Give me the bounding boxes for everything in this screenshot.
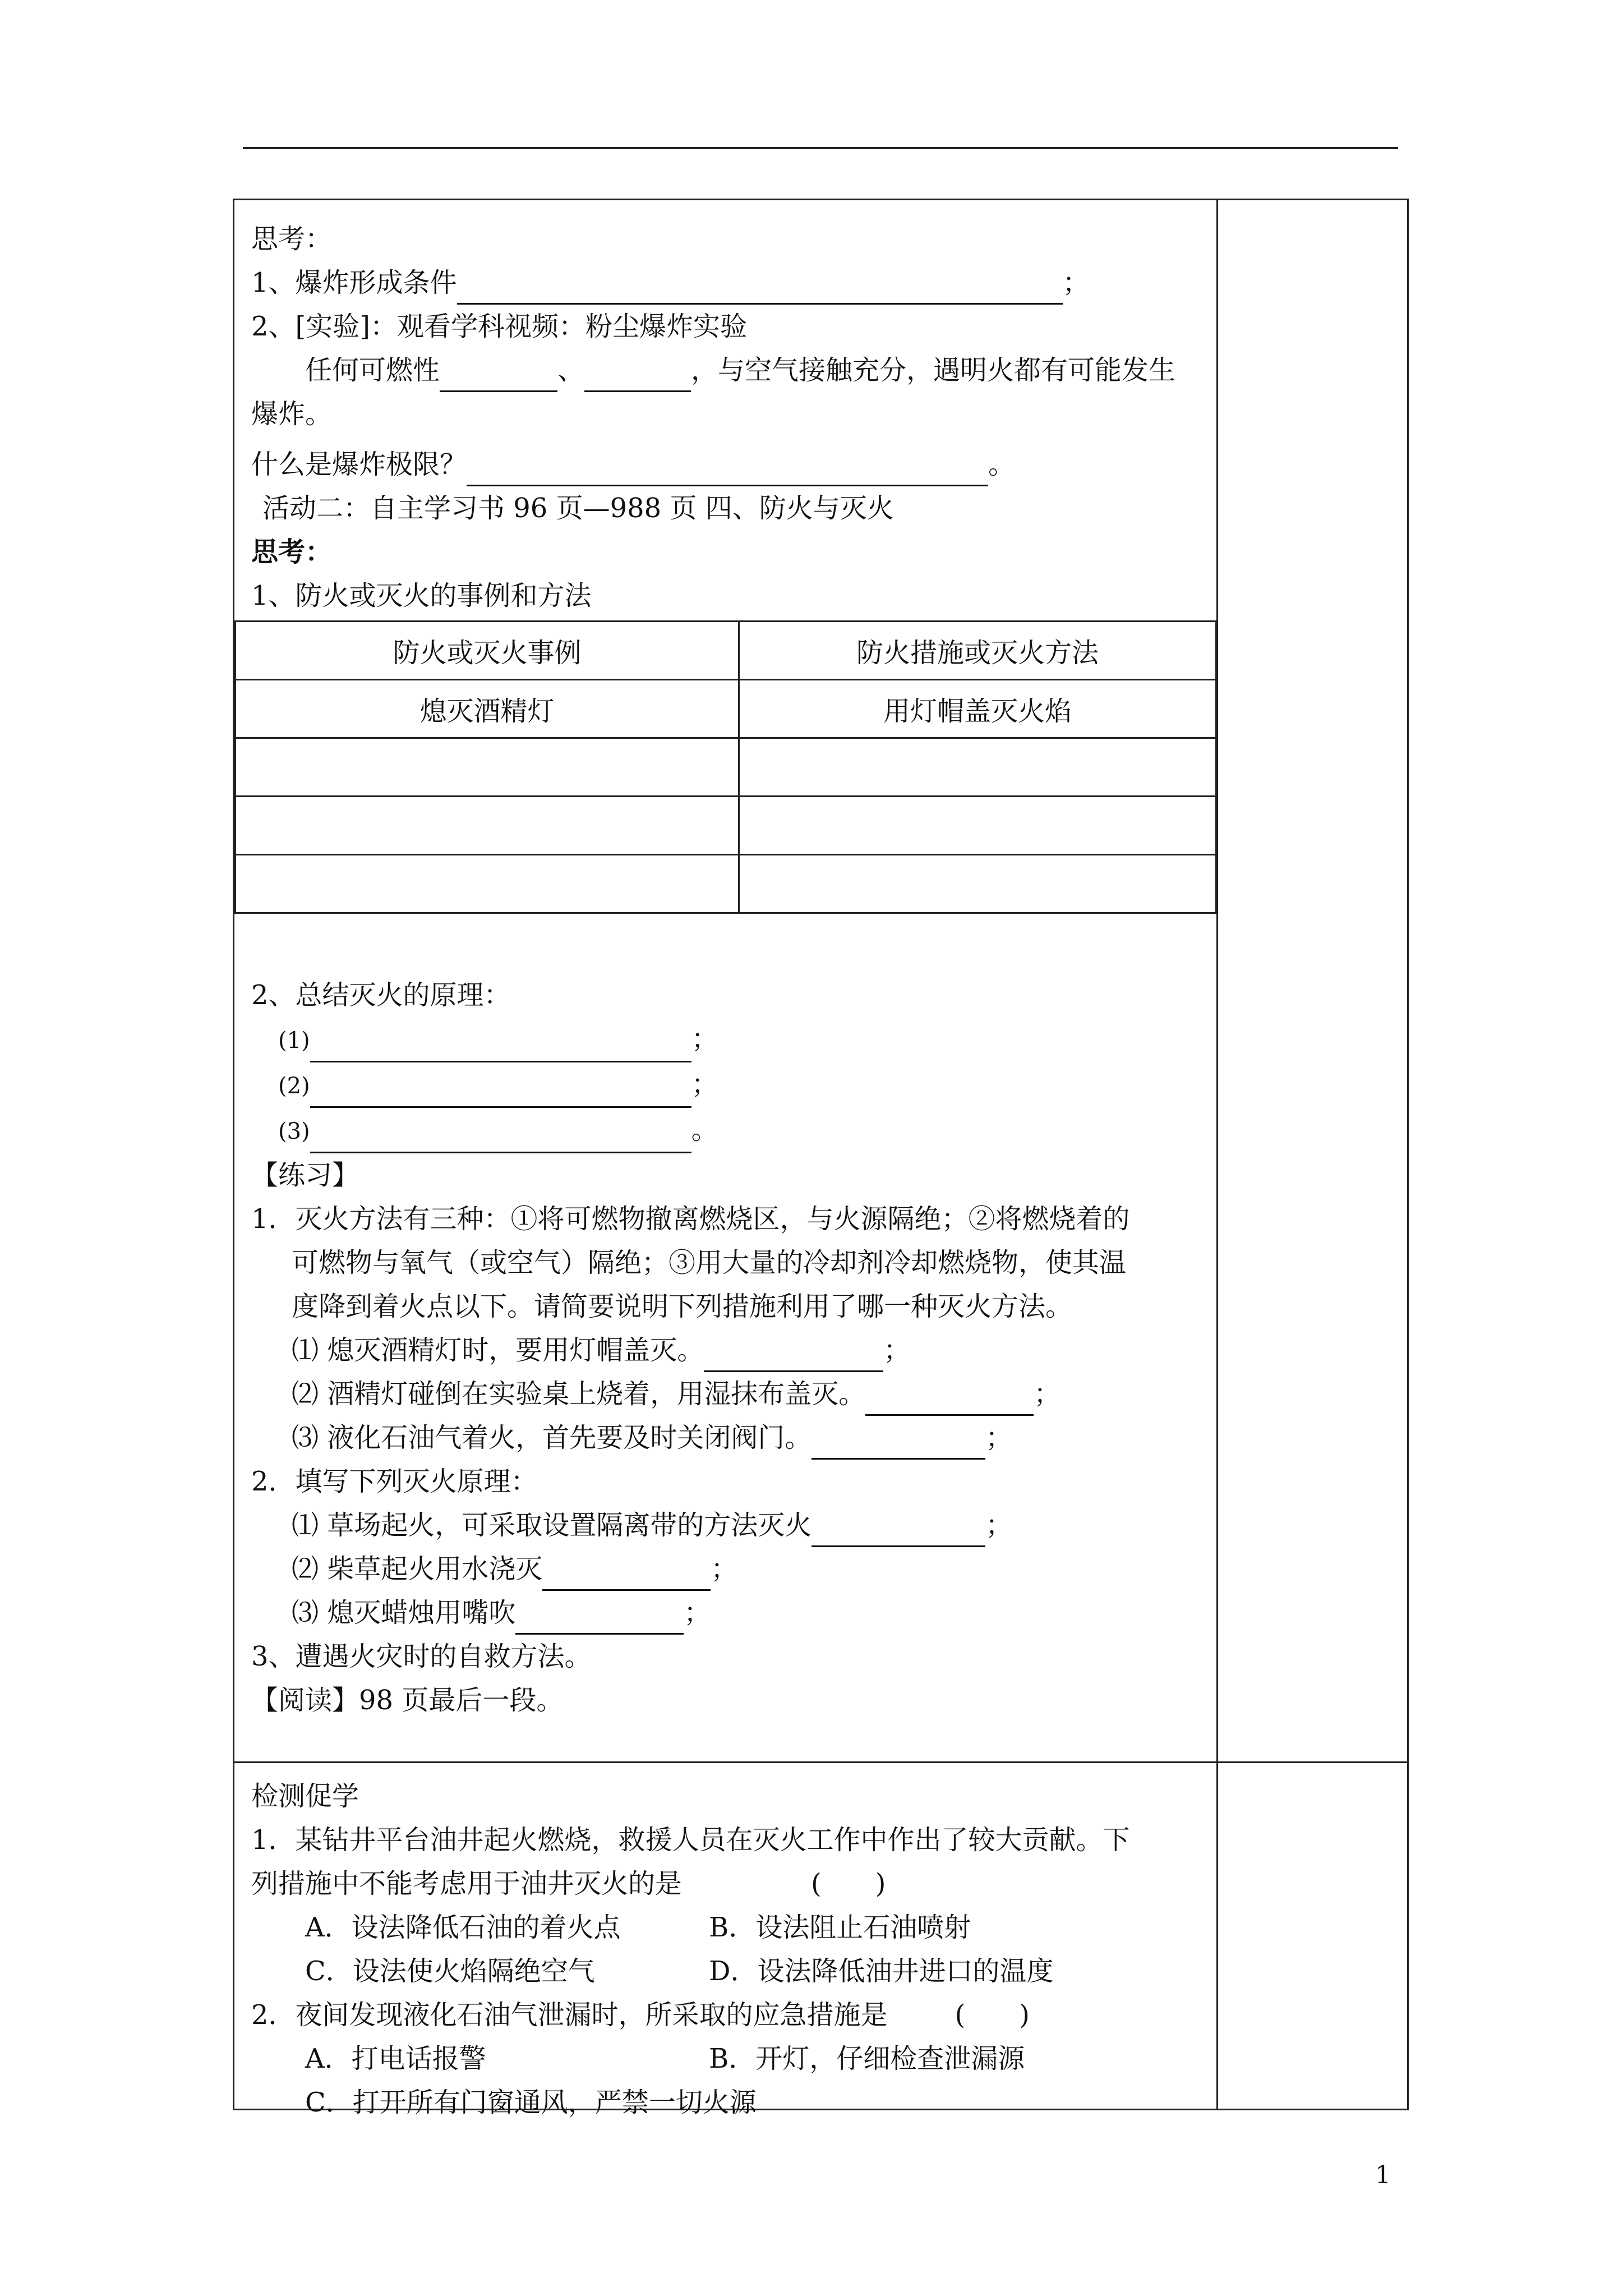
practice-item-1-b: 可燃物与氧气（或空气）隔绝；③用大量的冷却剂冷却燃烧物，使其温	[292, 1247, 1127, 1278]
principle-blank-3[interactable]	[310, 1122, 691, 1153]
header-rule	[243, 147, 1398, 149]
principle-line-2	[251, 1062, 1205, 1108]
think-title-1: 思考：	[251, 223, 333, 255]
practice-fill-blank-2[interactable]	[542, 1560, 711, 1591]
principle-question: 2、总结灭火的原理：	[251, 979, 511, 1011]
page-number: 1	[1375, 2161, 1391, 2189]
table-row	[236, 797, 1216, 855]
punct: 、	[557, 355, 585, 386]
explosion-conditions-blank[interactable]	[457, 274, 1063, 305]
option-d[interactable]: D．设法降低油井进口的温度	[709, 1955, 1054, 1987]
principle-line-1	[251, 1017, 1205, 1062]
table-cell[interactable]	[236, 797, 739, 855]
table-header: 防火或灭火事例	[236, 622, 739, 680]
punct: ；	[1062, 267, 1090, 298]
table-cell[interactable]	[739, 855, 1216, 913]
practice-sub-text: ⑴ 熄灭酒精灯时，要用灯帽盖灭。	[292, 1335, 704, 1366]
punct: ；	[691, 1069, 718, 1100]
practice-fill-text: ⑵ 柴草起火用水浇灭	[292, 1553, 543, 1585]
test-q2-text: 2．夜间发现液化石油气泄漏时，所采取的应急措施是	[251, 1999, 888, 2031]
explosion-limit-blank[interactable]	[467, 455, 988, 486]
worksheet-table	[233, 199, 1409, 2118]
combustible-blank-2[interactable]	[584, 361, 691, 392]
practice-fill-blank-1[interactable]	[811, 1516, 985, 1547]
explosion-limit-line	[251, 443, 1205, 486]
practice-fill-2	[251, 1547, 1205, 1591]
explosion-conditions-line	[251, 261, 1205, 305]
punct: ；	[883, 1335, 911, 1366]
option-a[interactable]: A．打电话报警	[305, 2043, 486, 2074]
table-row	[236, 680, 1216, 738]
practice-sub-text: ⑶ 液化石油气着火，首先要及时关闭阀门。	[292, 1422, 812, 1453]
table-cell: 用灯帽盖灭火焰	[739, 680, 1216, 738]
explosion-conditions-label: 1、爆炸形成条件	[251, 267, 457, 298]
table-row	[236, 855, 1216, 913]
table-cell[interactable]	[739, 738, 1216, 797]
test-q1-options-ab	[251, 1906, 1205, 1949]
punct: ；	[1034, 1378, 1061, 1410]
option-b[interactable]: B．设法阻止石油喷射	[709, 1912, 971, 1943]
table-header-row	[236, 622, 1216, 680]
fire-table-wrap	[251, 618, 1205, 973]
option-c[interactable]: C．设法使火焰隔绝空气	[305, 1955, 595, 1987]
punct: 。	[691, 1114, 718, 1145]
practice-item-1-a: 1．灭火方法有三种：①将可燃物撤离燃烧区，与火源隔绝；②将燃烧着的	[251, 1203, 1130, 1235]
punct: ；	[985, 1510, 1013, 1541]
principle-line-3	[251, 1108, 1205, 1153]
practice-title: 【练习】	[251, 1159, 359, 1191]
practice-item-1-c: 度降到着火点以下。请简要说明下列措施利用了哪一种灭火方法。	[292, 1291, 1073, 1322]
section-test	[251, 1774, 1205, 2124]
fire-examples-question: 1、防火或灭火的事例和方法	[251, 580, 592, 611]
column-divider	[1216, 200, 1218, 2109]
table-cell[interactable]	[236, 738, 739, 797]
practice-sub-3	[251, 1416, 1205, 1460]
practice-sub-2	[251, 1372, 1205, 1416]
practice-blank-1[interactable]	[704, 1341, 883, 1372]
practice-fill-text: ⑶ 熄灭蜡烛用嘴吹	[292, 1597, 516, 1628]
principle-num: (2)	[278, 1073, 310, 1099]
explosion-limit-label: 什么是爆炸极限？	[251, 449, 467, 480]
practice-item-3: 3、遭遇火灾时的自救方法。	[251, 1641, 592, 1672]
table-cell[interactable]	[236, 855, 739, 913]
practice-fill-3	[251, 1591, 1205, 1635]
fire-table	[234, 620, 1217, 914]
experiment-line: 2、[实验]：观看学科视频：粉尘爆炸实验	[251, 311, 747, 342]
test-q1-options-cd	[251, 1949, 1205, 1993]
test-title: 检测促学	[251, 1780, 359, 1812]
option-b[interactable]: B．开灯，仔细检查泄漏源	[709, 2043, 1025, 2074]
punct: ；	[691, 1023, 718, 1055]
think-title-2: 思考：	[251, 536, 333, 568]
principle-num: (3)	[278, 1119, 310, 1144]
practice-fill-text: ⑴ 草场起火，可采取设置隔离带的方法灭火	[292, 1510, 812, 1541]
test-q2	[251, 1993, 1205, 2037]
test-q1-b	[251, 1862, 1205, 1906]
combustible-line	[251, 348, 1205, 392]
test-q1-a: 1．某钻井平台油井起火燃烧，救援人员在灭火工作中作出了较大贡献。下	[251, 1824, 1130, 1856]
practice-fill-blank-3[interactable]	[515, 1604, 684, 1635]
table-cell: 熄灭酒精灯	[236, 680, 739, 738]
table-row	[236, 738, 1216, 797]
principle-blank-1[interactable]	[310, 1032, 691, 1062]
test-q2-option-c[interactable]: C．打开所有门窗通风，严禁一切火源	[305, 2087, 757, 2118]
test-q1-text: 列措施中不能考虑用于油井灭火的是	[251, 1868, 683, 1899]
practice-item-2: 2．填写下列灭火原理：	[251, 1466, 538, 1497]
practice-sub-1	[251, 1328, 1205, 1372]
principle-blank-2[interactable]	[310, 1077, 691, 1108]
option-a[interactable]: A．设法降低石油的着火点	[305, 1912, 621, 1943]
punct: ；	[711, 1553, 738, 1585]
activity-two: 活动二：自主学习书 96 页—988 页 四、防火与灭火	[262, 493, 894, 524]
combustible-label: 任何可燃性	[305, 355, 440, 386]
combustible-tail: ，与空气接触充分，遇明火都有可能发生	[691, 355, 1176, 386]
practice-blank-2[interactable]	[865, 1385, 1034, 1416]
table-cell[interactable]	[739, 797, 1216, 855]
punct: ；	[985, 1422, 1013, 1453]
explosion-line: 爆炸。	[251, 398, 333, 430]
table-header: 防火措施或灭火方法	[739, 622, 1216, 680]
practice-fill-1	[251, 1503, 1205, 1547]
section-learning	[251, 217, 1205, 1722]
answer-paren[interactable]: ( )	[811, 1868, 886, 1899]
answer-paren[interactable]: ( )	[955, 1999, 1030, 2031]
punct: ；	[684, 1597, 711, 1628]
practice-sub-text: ⑵ 酒精灯碰倒在实验桌上烧着，用湿抹布盖灭。	[292, 1378, 866, 1410]
practice-blank-3[interactable]	[811, 1429, 985, 1460]
reading-note: 【阅读】98 页最后一段。	[251, 1685, 564, 1716]
principle-num: (1)	[278, 1028, 310, 1053]
punct: 。	[988, 449, 1016, 480]
row-divider	[234, 1761, 1407, 1763]
combustible-blank-1[interactable]	[440, 361, 557, 392]
test-q2-options-ab	[251, 2037, 1205, 2081]
